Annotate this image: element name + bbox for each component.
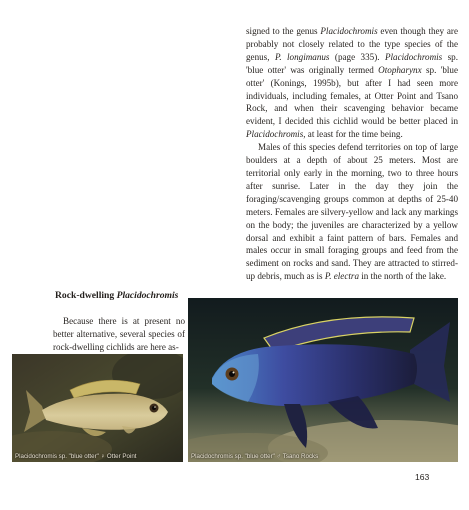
body-paragraph-1: signed to the genus Placidochromis even though they are probably not closely related to the type species of the genus, P. longimanus (page 335). Placidochromis sp. 'blue otter' was originally termed Otopharynx sp. 'blue otter' (Konings, 1995b), but after I had seen more individuals, including females, at Otter Point and Tsano Rock, and when their scavenging behavior became evident, I decided this cichlid would be better placed in Placidochromis, at least for the time being. <box>246 26 459 140</box>
body-paragraph-2: Males of this species defend territories on top of large boulders at a depth of about 25 meters. Most are territorial only early in the morning, two to three hours after sunrise. Later in the day they join the foraging/scavenging groups common at depths of 25-40 meters. Females are silvery-yellow and lack any markings on the body; the juveniles are characterized by a yellow dorsal and exhibit a faint pattern of bars. Females and males occur in small foraging groups and feed from the sediment on rocks and sand. They are attracted to stirred-up debris, much as is P. electra in the north of the lake. <box>246 142 458 282</box>
section-heading-prefix: Rock-dwelling <box>55 290 117 301</box>
photo-male-fish <box>188 298 458 462</box>
page-number: 163 <box>415 472 430 482</box>
section-heading-genus: Placidochromis <box>116 290 179 301</box>
section-intro-paragraph: Because there is at present no better alternative, several species of rock-dwelling cichlids are here as- <box>53 316 185 352</box>
photo-female-fish <box>12 354 183 462</box>
male-fish-illustration <box>188 298 458 462</box>
caption-left-photo: Placidochromis sp. "blue otter" ♀ Otter Point <box>15 453 137 460</box>
section-heading <box>55 290 185 301</box>
caption-right-photo: Placidochromis sp. "blue otter" ♂ Tsano Rocks <box>191 453 319 460</box>
right-text-column <box>246 25 458 283</box>
female-fish-illustration <box>12 354 183 462</box>
